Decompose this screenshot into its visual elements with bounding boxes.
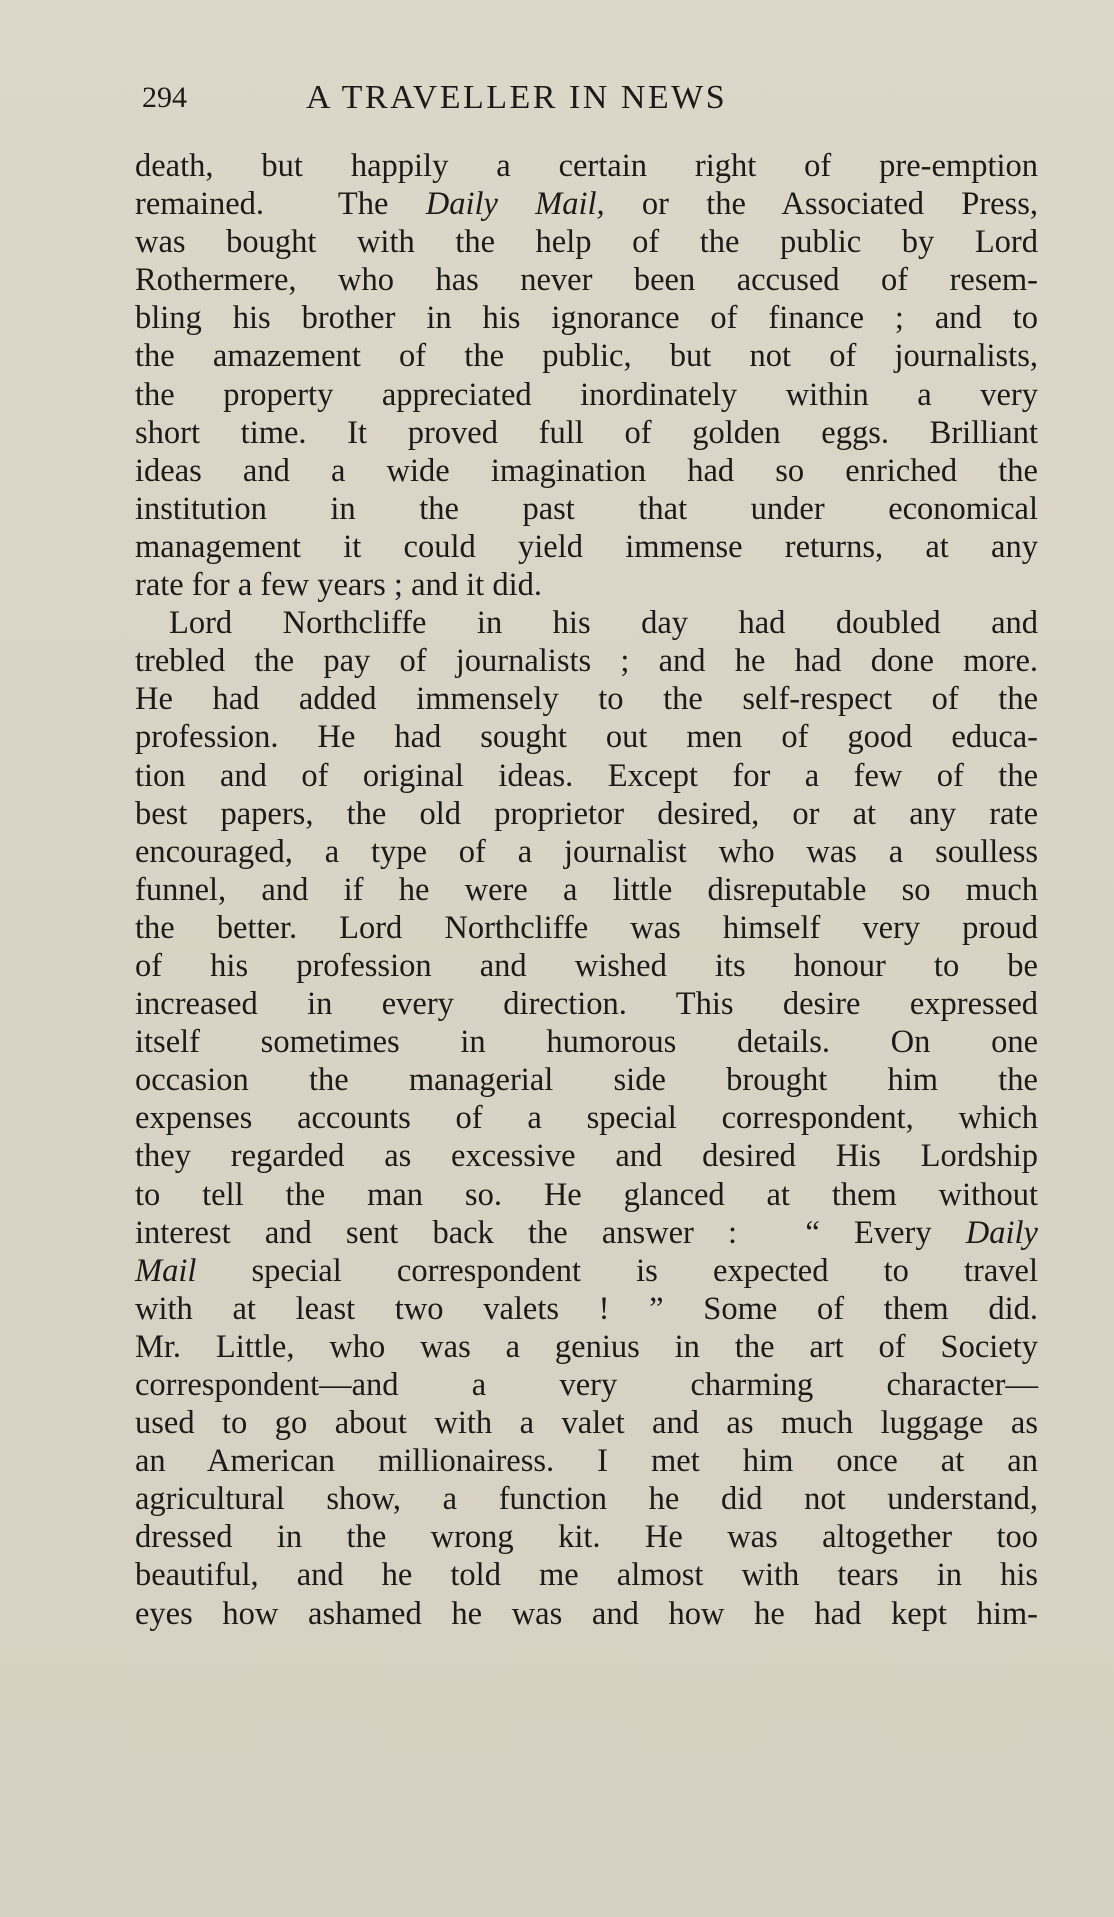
paragraph-end-line: rate for a few years ; and it did. xyxy=(135,567,542,604)
text-line: death, but happily a certain right of pre-emption xyxy=(135,148,1038,184)
text-segment: remained. The xyxy=(135,186,426,223)
text-line: trebled the pay of journalists ; and he had done more. xyxy=(135,643,1038,680)
text-segment: special correspondent is expected to travel xyxy=(196,1252,1038,1289)
running-head xyxy=(142,72,1052,124)
text-line: eyes how ashamed he was and how he had kept him- xyxy=(135,1595,1038,1632)
text-segment: interest and sent back the answer : “ Every xyxy=(135,1214,966,1251)
text-line: management it could yield immense returns, at any xyxy=(135,528,1038,565)
text-line: funnel, and if he were a little disreputable so much xyxy=(135,871,1038,908)
text-line: used to go about with a valet and as much luggage as xyxy=(135,1405,1038,1442)
text-line: the property appreciated inordinately within a very xyxy=(135,376,1038,413)
text-line: the better. Lord Northcliffe was himself very proud xyxy=(135,909,1038,946)
italic-title: Mail xyxy=(135,1252,197,1289)
italic-title: Daily xyxy=(965,1214,1038,1251)
body-text xyxy=(135,147,1038,1633)
text-line: itself sometimes in humorous details. On one xyxy=(135,1024,1038,1061)
text-line: they regarded as excessive and desired His Lordship xyxy=(135,1138,1038,1175)
page-number: 294 xyxy=(142,81,187,114)
text-line: occasion the managerial side brought him the xyxy=(135,1062,1038,1099)
text-line: to tell the man so. He glanced at them without xyxy=(135,1176,1038,1213)
text-line: an American millionairess. I met him once at an xyxy=(135,1443,1038,1480)
text-line: agricultural show, a function he did not understand, xyxy=(135,1481,1038,1518)
text-line xyxy=(135,185,1038,223)
italic-title: Daily Mail, xyxy=(425,186,605,223)
text-line: the amazement of the public, but not of journalists, xyxy=(135,338,1038,375)
text-line: short time. It proved full of golden eggs. Brilliant xyxy=(135,414,1038,451)
text-line: Rothermere, who has never been accused of resem- xyxy=(135,262,1038,299)
text-line xyxy=(135,1214,1038,1252)
text-line: encouraged, a type of a journalist who was a soulless xyxy=(135,833,1038,870)
running-title: A TRAVELLER IN NEWS xyxy=(306,79,728,116)
text-line: beautiful, and he told me almost with tears in his xyxy=(135,1557,1038,1594)
text-segment: or the Associated Press, xyxy=(604,186,1038,223)
text-line: correspondent—and a very charming character— xyxy=(135,1367,1038,1403)
text-line: was bought with the help of the public by Lord xyxy=(135,224,1038,261)
text-line: tion and of original ideas. Except for a few of the xyxy=(135,757,1038,794)
text-line: best papers, the old proprietor desired, or at any rate xyxy=(135,795,1038,832)
text-line: expenses accounts of a special correspondent, which xyxy=(135,1100,1038,1137)
text-line: bling his brother in his ignorance of finance ; and to xyxy=(135,300,1038,337)
text-line xyxy=(135,1252,1038,1290)
text-line: ideas and a wide imagination had so enriched the xyxy=(135,452,1038,489)
text-line: of his profession and wished its honour to be xyxy=(135,947,1038,984)
text-line: increased in every direction. This desire expressed xyxy=(135,986,1038,1023)
text-line: with at least two valets ! ” Some of them did. xyxy=(135,1290,1038,1327)
text-line: Mr. Little, who was a genius in the art of Society xyxy=(135,1328,1038,1365)
text-line: institution in the past that under economical xyxy=(135,490,1038,527)
paragraph-start-line: Lord Northcliffe in his day had doubled and xyxy=(169,605,1038,642)
text-line: dressed in the wrong kit. He was altogether too xyxy=(135,1519,1038,1556)
text-line: He had added immensely to the self-respect of the xyxy=(135,681,1038,718)
text-line: profession. He had sought out men of good educa- xyxy=(135,719,1038,756)
